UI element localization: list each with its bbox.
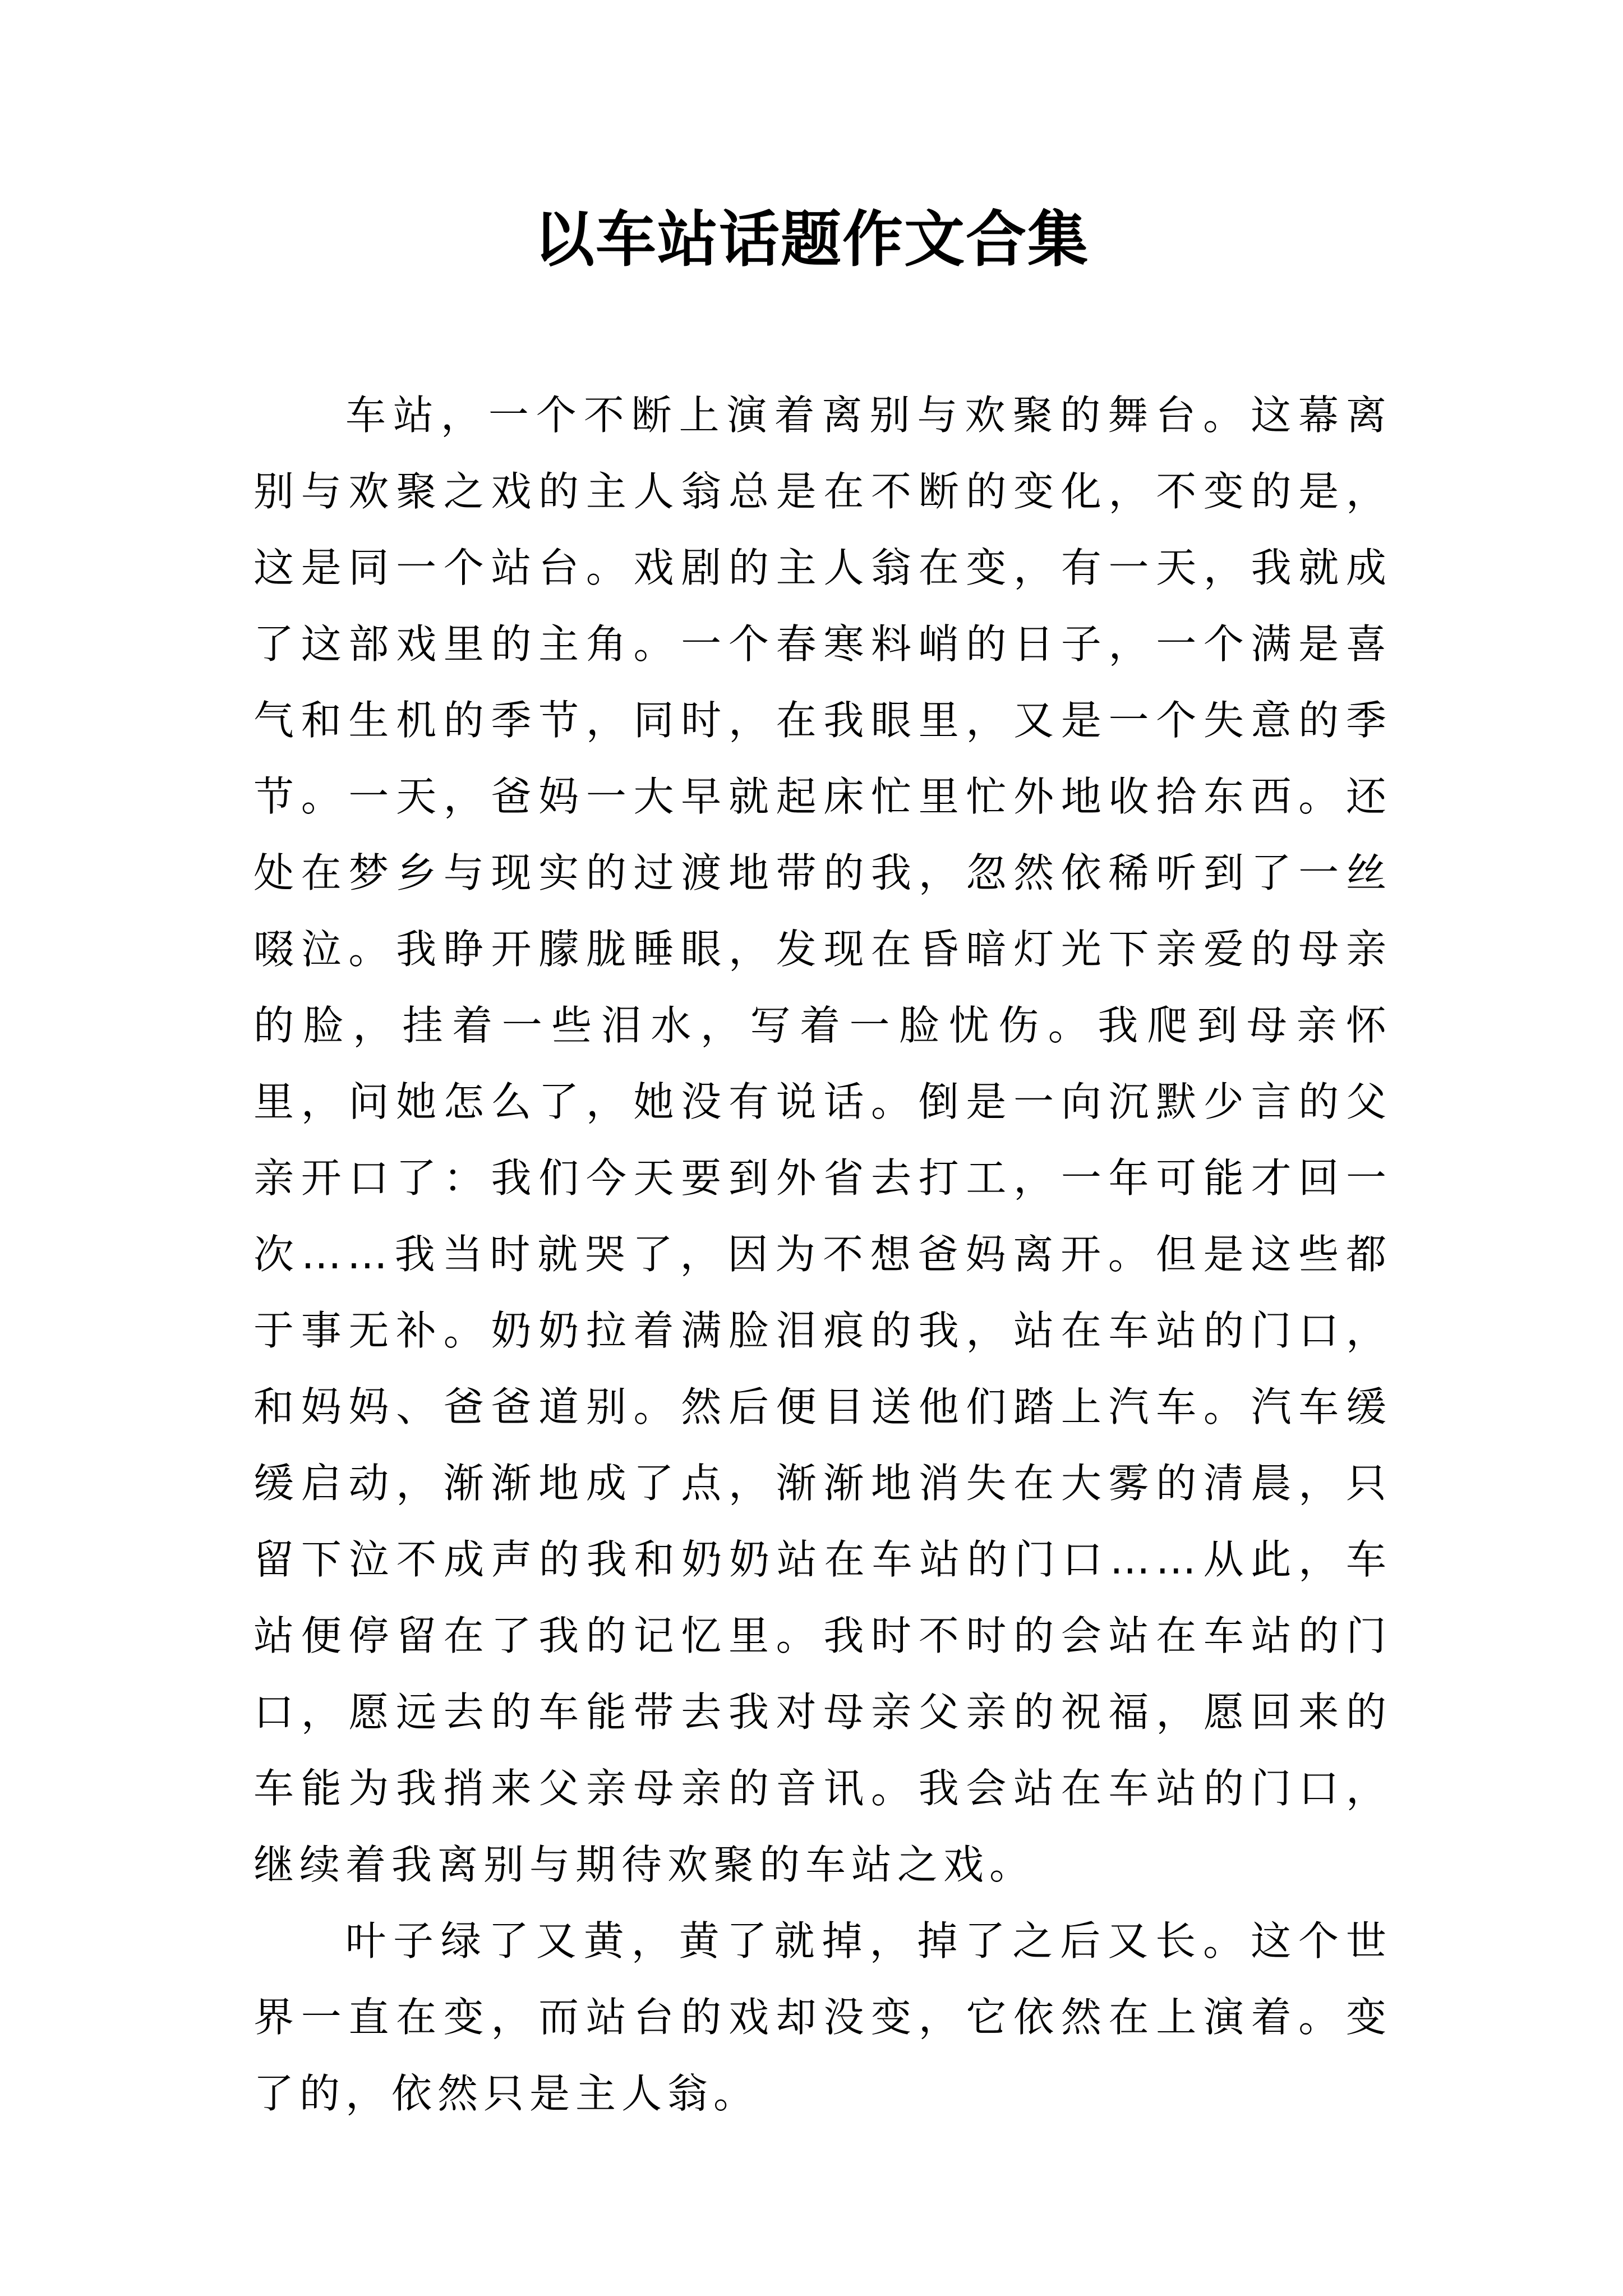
- paragraph-1: 车站，一个不断上演着离别与欢聚的舞台。这幕离别与欢聚之戏的主人翁总是在不断的变化，不变的是，这是同一个站台。戏剧的主人翁在变，有一天，我就成了这部戏里的主角。一个春寒料峭的日子，一个满是喜气和生机的季节，同时，在我眼里，又是一个失意的季节。一天，爸妈一大早就起床忙里忙外地收拾东西。还处在梦乡与现实的过渡地带的我，忽然依稀听到了一丝啜泣。我睁开朦胧睡眼，发现在昏暗灯光下亲爱的母亲的脸，挂着一些泪水，写着一脸忧伤。我爬到母亲怀里，问她怎么了，她没有说话。倒是一向沉默少言的父亲开口了：我们今天要到外省去打工，一年可能才回一次……我当时就哭了，因为不想爸妈离开。但是这些都于事无补。奶奶拉着满脸泪痕的我，站在车站的门口，和妈妈、爸爸道别。然后便目送他们踏上汽车。汽车缓缓启动，渐渐地成了点，渐渐地消失在大雾的清晨，只留下泣不成声的我和奶奶站在车站的门口……从此，车站便停留在了我的记忆里。我时不时的会站在车站的门口，愿远去的车能带去我对母亲父亲的祝福，愿回来的车能为我捎来父亲母亲的音讯。我会站在车站的门口，继续着我离别与期待欢聚的车站之戏。: [253, 392, 1392, 1888]
- document-body: [253, 377, 1392, 2132]
- paragraph-2: 叶子绿了又黄，黄了就掉，掉了之后又长。这个世界一直在变，而站台的戏却没变，它依然在上演着。变了的，依然只是主人翁。: [253, 1917, 1392, 2117]
- document-title: 以车站话题作文合集: [533, 204, 1089, 275]
